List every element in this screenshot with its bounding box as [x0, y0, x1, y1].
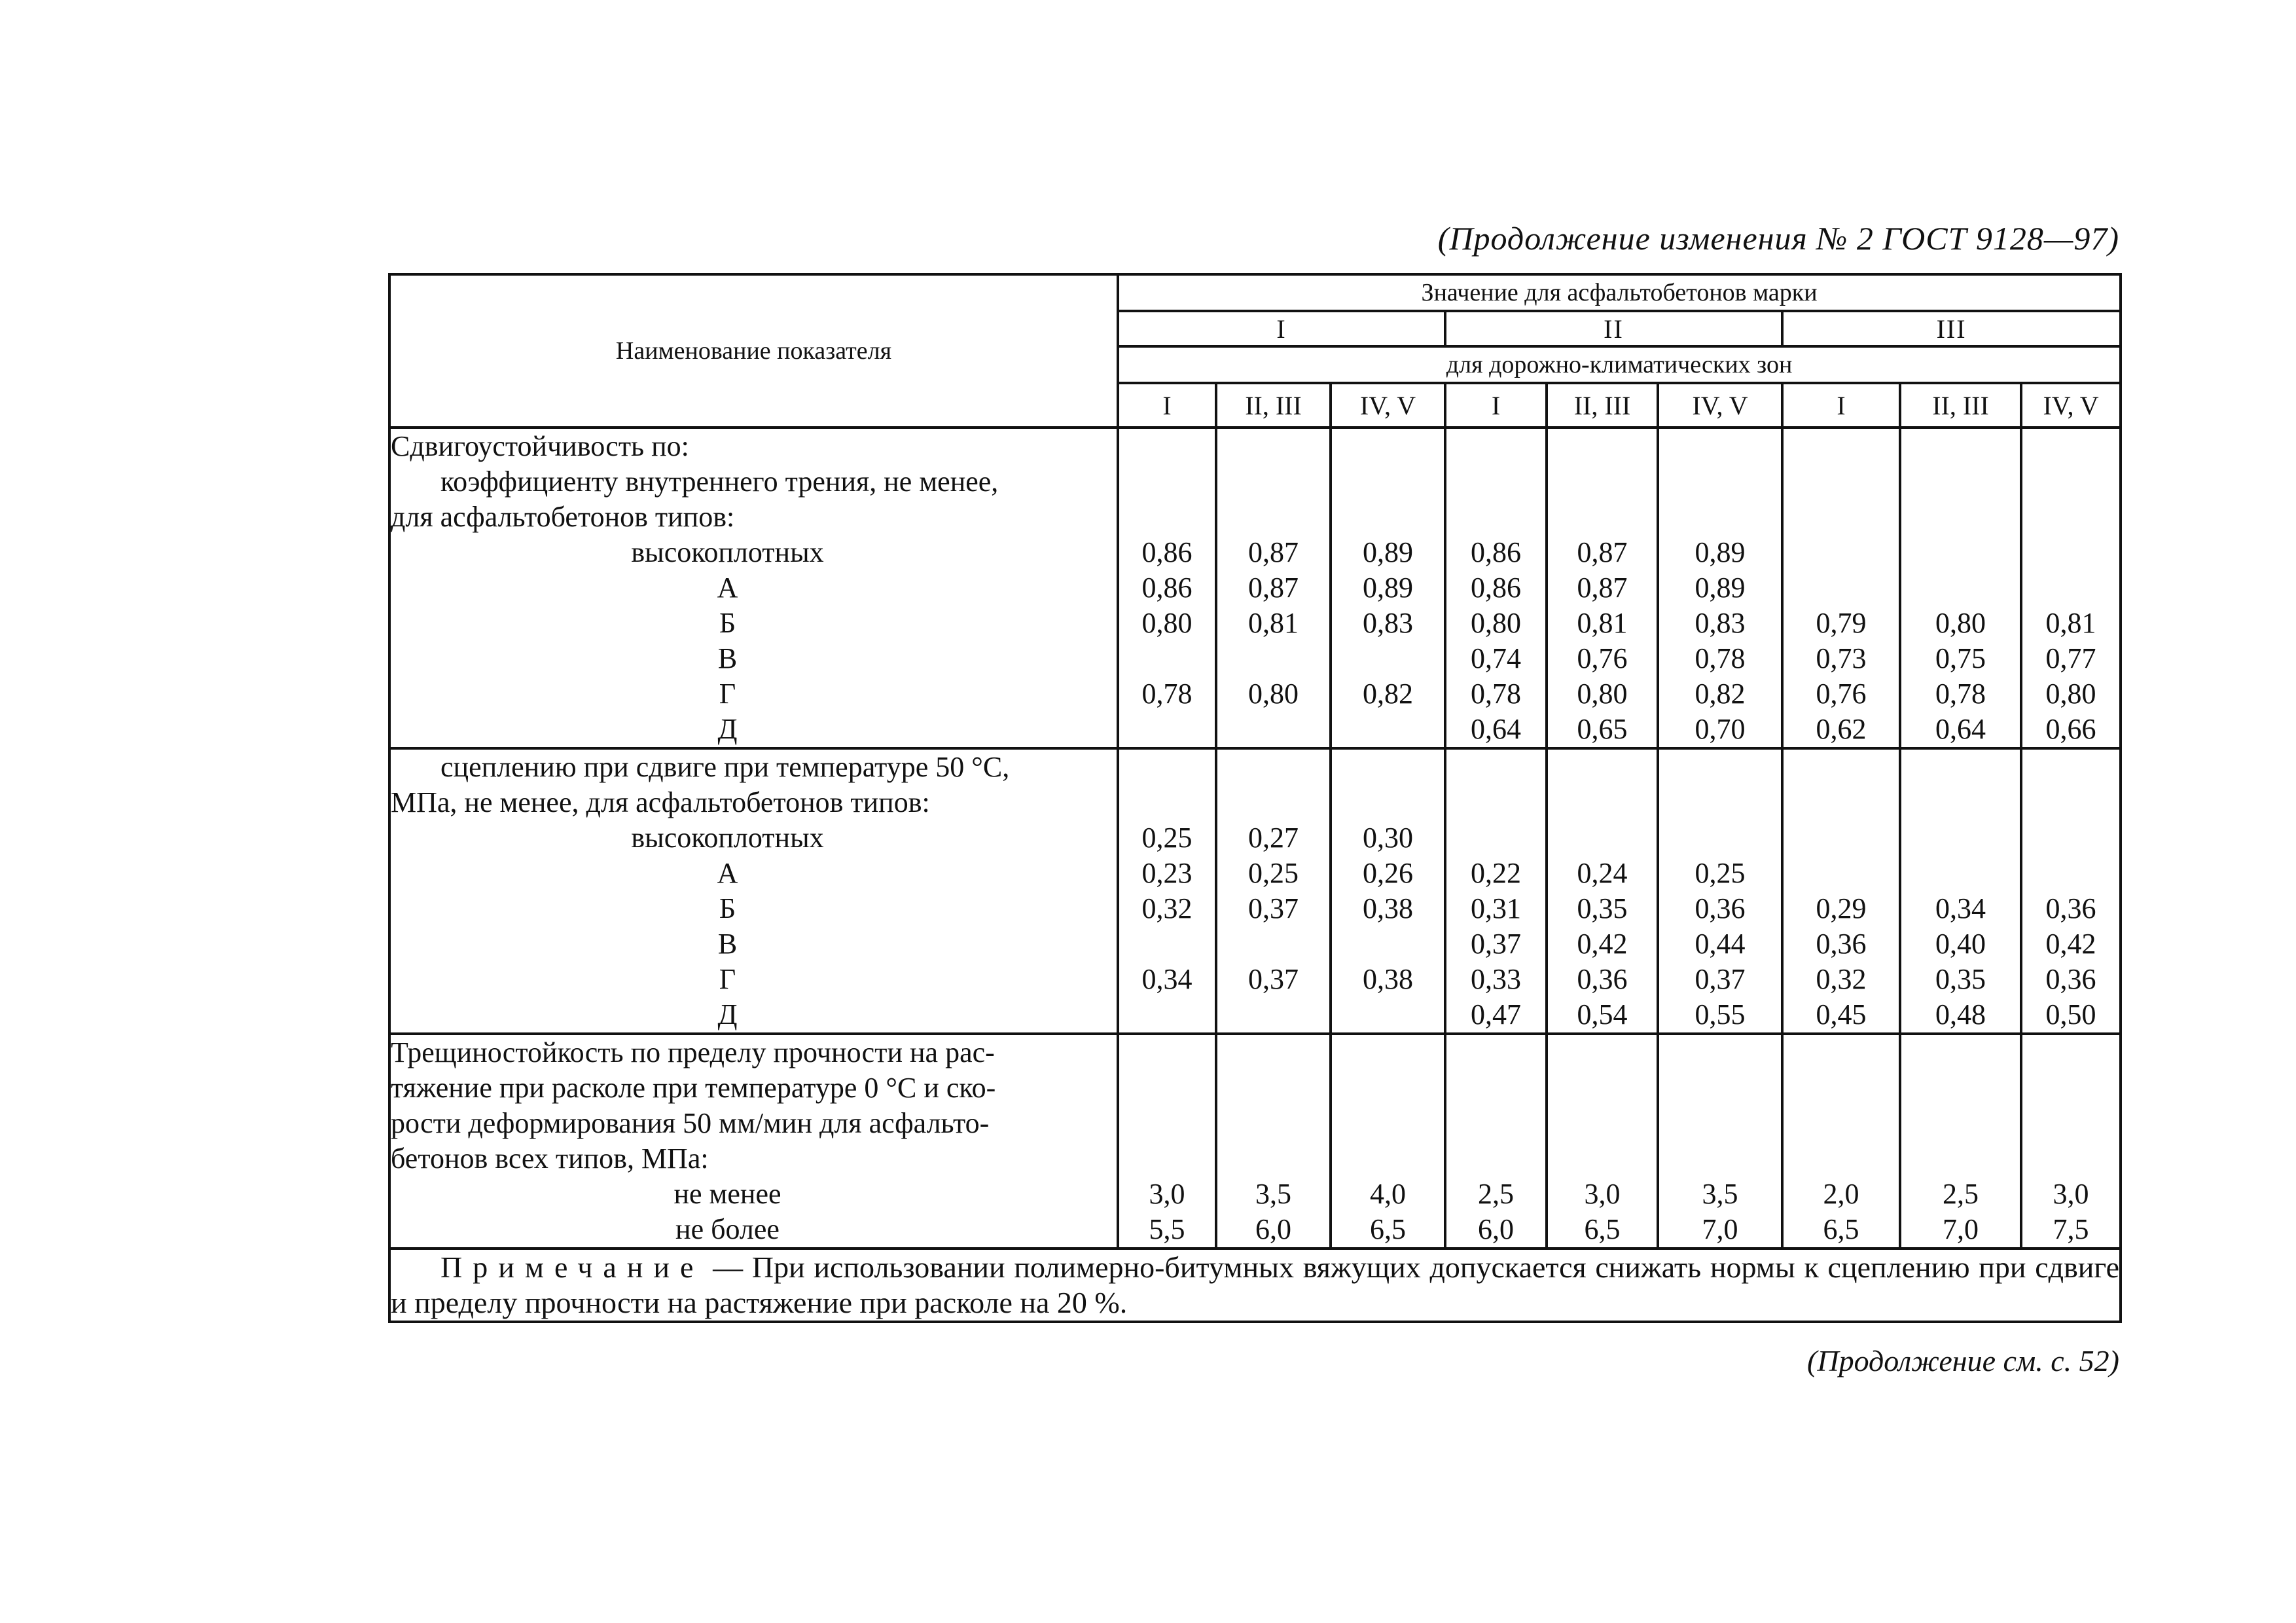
- blank-line: [1784, 500, 1899, 535]
- value-cell: 0,29: [1816, 892, 1867, 924]
- value-cell: 0,42: [2045, 928, 2096, 960]
- blank-line: [1548, 750, 1657, 785]
- section-name-cell: [389, 748, 1118, 1034]
- value-cell: [1446, 820, 1545, 856]
- blank-line: [1332, 1035, 1444, 1070]
- blank-line: [1784, 464, 1899, 500]
- zone-header: II, III: [1547, 383, 1658, 428]
- blank-line: [1217, 429, 1329, 464]
- value-cell: 0,86: [1471, 572, 1521, 604]
- value-cell: 0,83: [1363, 607, 1413, 639]
- blank-line: [1446, 1070, 1545, 1106]
- mark-header-1: I: [1118, 311, 1445, 346]
- value-cell: 6,5: [1823, 1213, 1859, 1245]
- value-column-cell: [1216, 1034, 1331, 1249]
- row-label: Г: [719, 963, 736, 995]
- blank-line: [1446, 1141, 1545, 1176]
- value-cell: 0,25: [1695, 857, 1746, 889]
- value-cell: 0,79: [1816, 607, 1867, 639]
- value-column-cell: [2021, 748, 2121, 1034]
- blank-line: [1901, 500, 2020, 535]
- value-cell: [1901, 820, 2020, 856]
- row-label: А: [717, 572, 738, 604]
- value-cell: 0,80: [1471, 607, 1521, 639]
- value-cell: 0,86: [1471, 536, 1521, 568]
- value-cell: [1784, 820, 1899, 856]
- blank-line: [1119, 1106, 1215, 1141]
- value-cell: 0,48: [1935, 998, 1986, 1030]
- value-cell: 0,64: [1935, 713, 1986, 745]
- row-label: высокоплотных: [631, 536, 824, 568]
- blank-line: [1217, 464, 1329, 500]
- mark-header-3: III: [1782, 311, 2121, 346]
- blank-line: [1901, 1070, 2020, 1106]
- value-cell: 7,5: [2053, 1213, 2089, 1245]
- value-column-cell: [1900, 748, 2021, 1034]
- value-column-cell: [1216, 428, 1331, 748]
- blank-line: [1217, 1141, 1329, 1176]
- value-cell: 5,5: [1149, 1213, 1185, 1245]
- blank-line: [1901, 1141, 2020, 1176]
- blank-line: [1217, 1070, 1329, 1106]
- blank-line: [2022, 429, 2119, 464]
- value-column-cell: [1216, 748, 1331, 1034]
- value-cell: 6,0: [1478, 1213, 1514, 1245]
- blank-line: [1659, 429, 1781, 464]
- value-column-cell: [1782, 1034, 1900, 1249]
- value-cell: 0,80: [1577, 678, 1628, 710]
- section-name-cell: [389, 428, 1118, 748]
- value-cell: [2022, 856, 2119, 891]
- value-cell: 0,82: [1695, 678, 1746, 710]
- value-cell: 0,22: [1471, 857, 1521, 889]
- value-cell: 0,36: [1577, 963, 1628, 995]
- blank-line: [1659, 785, 1781, 820]
- row-label: не менее: [673, 1178, 781, 1210]
- note-text: — При использовании полимерно-битумных вяжущих допускается снижать нормы к сцеплению при сдвиге и пределу прочности на растяжение при расколе на 20 %.: [391, 1250, 2120, 1319]
- blank-line: [2022, 1070, 2119, 1106]
- blank-line: [1446, 785, 1545, 820]
- value-cell: 0,75: [1935, 642, 1986, 674]
- blank-line: [1332, 750, 1444, 785]
- value-cell: 0,86: [1141, 572, 1193, 604]
- value-cell: 0,86: [1141, 536, 1193, 568]
- value-cell: 0,74: [1471, 642, 1521, 674]
- blank-line: [2022, 785, 2119, 820]
- value-cell: 0,50: [2045, 998, 2096, 1030]
- value-column-cell: [1445, 1034, 1547, 1249]
- row-label: В: [717, 928, 738, 960]
- value-cell: [2022, 535, 2119, 570]
- row-label: В: [717, 642, 738, 674]
- blank-line: [1901, 429, 2020, 464]
- blank-line: [1217, 785, 1329, 820]
- blank-line: [2022, 464, 2119, 500]
- value-column-cell: [1331, 748, 1445, 1034]
- blank-line: [1784, 1070, 1899, 1106]
- value-cell: 0,47: [1471, 998, 1521, 1030]
- zone-header: II, III: [1900, 383, 2021, 428]
- value-cell: [1217, 712, 1329, 747]
- section-intro-line: коэффициенту внутреннего трения, не менее,: [440, 465, 999, 498]
- value-cell: [2022, 820, 2119, 856]
- section-intro-line: сцеплению при сдвиге при температуре 50 °С,: [440, 751, 1010, 783]
- section-intro-line: тяжение при расколе при температуре 0 °С и ско-: [391, 1072, 996, 1104]
- blank-line: [1119, 1070, 1215, 1106]
- table-body: [389, 428, 2121, 1249]
- blank-line: [1659, 1070, 1781, 1106]
- value-cell: 0,78: [1935, 678, 1986, 710]
- value-cell: 0,87: [1248, 572, 1299, 604]
- blank-line: [1446, 1106, 1545, 1141]
- blank-line: [1119, 750, 1215, 785]
- zone-header: I: [1782, 383, 1900, 428]
- blank-line: [2022, 1035, 2119, 1070]
- value-cell: 0,81: [2045, 607, 2096, 639]
- section-row: [389, 748, 2121, 1034]
- value-cell: 0,87: [1248, 536, 1299, 568]
- value-cell: [1217, 997, 1329, 1032]
- value-cell: 0,78: [1695, 642, 1746, 674]
- section-row: [389, 1034, 2121, 1249]
- value-cell: 0,27: [1248, 822, 1299, 854]
- value-cell: 0,80: [2045, 678, 2096, 710]
- row-label: Д: [717, 713, 738, 745]
- blank-line: [1217, 1106, 1329, 1141]
- value-cell: 0,81: [1248, 607, 1299, 639]
- value-column-cell: [1445, 428, 1547, 748]
- value-cell: 6,0: [1255, 1213, 1291, 1245]
- blank-line: [1784, 1106, 1899, 1141]
- blank-line: [1784, 750, 1899, 785]
- row-label: Б: [719, 607, 736, 639]
- value-cell: 0,89: [1363, 572, 1413, 604]
- value-cell: 0,24: [1577, 857, 1628, 889]
- value-cell: 0,54: [1577, 998, 1628, 1030]
- value-cell: 0,32: [1141, 892, 1193, 924]
- blank-line: [1119, 500, 1215, 535]
- blank-line: [2022, 1106, 2119, 1141]
- value-cell: [1217, 926, 1329, 962]
- zone-header: IV, V: [1658, 383, 1782, 428]
- continuation-header: (Продолжение изменения № 2 ГОСТ 9128—97): [1437, 220, 2119, 257]
- value-cell: 0,76: [1577, 642, 1628, 674]
- value-cell: 0,65: [1577, 713, 1628, 745]
- value-cell: 4,0: [1370, 1178, 1406, 1210]
- value-cell: 7,0: [1943, 1213, 1979, 1245]
- row-label: Г: [719, 678, 736, 710]
- value-cell: 0,32: [1816, 963, 1867, 995]
- value-column-cell: [1547, 748, 1658, 1034]
- section-intro-line: бетонов всех типов, МПа:: [391, 1142, 709, 1175]
- value-cell: 3,5: [1702, 1178, 1738, 1210]
- blank-line: [1332, 464, 1444, 500]
- value-cell: 6,5: [1584, 1213, 1621, 1245]
- value-cell: [1901, 535, 2020, 570]
- section-intro-line: для асфальтобетонов типов:: [391, 501, 735, 533]
- value-cell: 0,44: [1695, 928, 1746, 960]
- value-cell: [1119, 641, 1215, 676]
- value-cell: 0,36: [2045, 892, 2096, 924]
- table-header: [389, 274, 2121, 428]
- blank-line: [1119, 1035, 1215, 1070]
- section-row: [389, 428, 2121, 748]
- zone-header: II, III: [1216, 383, 1331, 428]
- value-cell: 0,76: [1816, 678, 1867, 710]
- section-name-cell: [389, 1034, 1118, 1249]
- value-cell: 0,37: [1248, 963, 1299, 995]
- blank-line: [1901, 785, 2020, 820]
- row-label: Д: [717, 998, 738, 1030]
- value-cell: 0,89: [1695, 572, 1746, 604]
- value-column-cell: [1782, 748, 1900, 1034]
- value-cell: 0,36: [1816, 928, 1867, 960]
- section-intro-line: Сдвигоустойчивость по:: [391, 430, 689, 462]
- value-column-cell: [1331, 1034, 1445, 1249]
- table-note: [389, 1249, 2121, 1322]
- blank-line: [2022, 1141, 2119, 1176]
- blank-line: [1901, 1106, 2020, 1141]
- value-cell: 0,36: [2045, 963, 2096, 995]
- blank-line: [1659, 1141, 1781, 1176]
- value-cell: 0,38: [1363, 963, 1413, 995]
- blank-line: [1659, 1035, 1781, 1070]
- value-column-cell: [1658, 428, 1782, 748]
- value-cell: 0,73: [1816, 642, 1867, 674]
- value-cell: 0,33: [1471, 963, 1521, 995]
- value-cell: 0,30: [1363, 822, 1413, 854]
- blank-line: [1446, 500, 1545, 535]
- value-cell: 0,89: [1695, 536, 1746, 568]
- value-cell: 0,62: [1816, 713, 1867, 745]
- blank-line: [1901, 750, 2020, 785]
- value-cell: 0,80: [1935, 607, 1986, 639]
- value-cell: 0,80: [1248, 678, 1299, 710]
- value-column-cell: [1118, 428, 1216, 748]
- value-cell: [1332, 712, 1444, 747]
- section-intro-line: рости деформирования 50 мм/мин для асфальто-: [391, 1107, 990, 1139]
- blank-line: [1119, 1141, 1215, 1176]
- blank-line: [1217, 750, 1329, 785]
- value-column-cell: [2021, 1034, 2121, 1249]
- zone-header: I: [1118, 383, 1216, 428]
- value-cell: 2,5: [1943, 1178, 1979, 1210]
- value-column-cell: [1782, 428, 1900, 748]
- value-cell: 0,37: [1248, 892, 1299, 924]
- zones-header: для дорожно-климатических зон: [1118, 346, 2121, 383]
- value-cell: [1784, 570, 1899, 606]
- value-cell: 0,35: [1577, 892, 1628, 924]
- value-cell: 0,78: [1471, 678, 1521, 710]
- value-cell: 7,0: [1702, 1213, 1738, 1245]
- zone-header: IV, V: [2021, 383, 2121, 428]
- value-column-cell: [2021, 428, 2121, 748]
- blank-line: [2022, 750, 2119, 785]
- value-cell: 0,77: [2045, 642, 2096, 674]
- value-cell: 0,36: [1695, 892, 1746, 924]
- blank-line: [1332, 429, 1444, 464]
- blank-line: [1446, 464, 1545, 500]
- value-cell: 3,5: [1255, 1178, 1291, 1210]
- blank-line: [1784, 785, 1899, 820]
- value-cell: 0,37: [1471, 928, 1521, 960]
- blank-line: [1332, 1070, 1444, 1106]
- value-cell: [1784, 535, 1899, 570]
- row-label: не более: [675, 1213, 780, 1245]
- blank-line: [1119, 464, 1215, 500]
- value-column-cell: [1658, 1034, 1782, 1249]
- blank-line: [1784, 429, 1899, 464]
- value-cell: 0,80: [1141, 607, 1193, 639]
- blank-line: [1659, 750, 1781, 785]
- value-cell: 0,87: [1577, 536, 1628, 568]
- section-intro-line: Трещиностойкость по пределу прочности на рас-: [391, 1036, 995, 1068]
- blank-line: [1548, 1141, 1657, 1176]
- blank-line: [1548, 429, 1657, 464]
- blank-line: [1548, 1035, 1657, 1070]
- value-cell: 0,66: [2045, 713, 2096, 745]
- blank-line: [1332, 1141, 1444, 1176]
- blank-line: [1784, 1035, 1899, 1070]
- mark-header-2: II: [1445, 311, 1782, 346]
- value-cell: 2,0: [1823, 1178, 1859, 1210]
- blank-line: [1446, 750, 1545, 785]
- row-label: Б: [719, 892, 736, 924]
- value-cell: [1119, 712, 1215, 747]
- value-cell: 0,34: [1141, 963, 1193, 995]
- value-cell: 3,0: [1149, 1178, 1185, 1210]
- value-cell: 0,55: [1695, 998, 1746, 1030]
- blank-line: [1332, 785, 1444, 820]
- blank-line: [1548, 785, 1657, 820]
- value-column-cell: [1658, 748, 1782, 1034]
- value-cell: 0,25: [1141, 822, 1193, 854]
- value-column-cell: [1900, 428, 2021, 748]
- blank-line: [1446, 429, 1545, 464]
- blank-line: [1901, 464, 2020, 500]
- blank-line: [1548, 1070, 1657, 1106]
- value-cell: 0,81: [1577, 607, 1628, 639]
- value-cell: 0,42: [1577, 928, 1628, 960]
- value-cell: 0,34: [1935, 892, 1986, 924]
- zone-header: I: [1445, 383, 1547, 428]
- value-column-cell: [1118, 748, 1216, 1034]
- blank-line: [1548, 500, 1657, 535]
- blank-line: [1332, 500, 1444, 535]
- value-cell: [1217, 641, 1329, 676]
- value-column-cell: [1547, 1034, 1658, 1249]
- value-header: Значение для асфальтобетонов марки: [1118, 274, 2121, 311]
- value-cell: 0,78: [1141, 678, 1193, 710]
- zone-header: IV, V: [1331, 383, 1445, 428]
- blank-line: [1659, 1106, 1781, 1141]
- value-cell: [1901, 856, 2020, 891]
- blank-line: [2022, 500, 2119, 535]
- value-cell: 0,83: [1695, 607, 1746, 639]
- section-intro-line: МПа, не менее, для асфальтобетонов типов:: [391, 786, 930, 818]
- blank-line: [1119, 785, 1215, 820]
- value-cell: [1332, 997, 1444, 1032]
- row-label: А: [717, 857, 738, 889]
- value-cell: 0,23: [1141, 857, 1193, 889]
- properties-table: [388, 273, 2122, 1323]
- value-cell: [1901, 570, 2020, 606]
- value-cell: [1332, 641, 1444, 676]
- blank-line: [1217, 1035, 1329, 1070]
- value-cell: 2,5: [1478, 1178, 1514, 1210]
- value-cell: 0,89: [1363, 536, 1413, 568]
- value-cell: 0,45: [1816, 998, 1867, 1030]
- indicator-name-header: Наименование показателя: [389, 274, 1118, 428]
- value-cell: 0,82: [1363, 678, 1413, 710]
- value-cell: 0,37: [1695, 963, 1746, 995]
- value-cell: 0,38: [1363, 892, 1413, 924]
- blank-line: [1659, 500, 1781, 535]
- blank-line: [1217, 500, 1329, 535]
- value-cell: 6,5: [1370, 1213, 1406, 1245]
- value-cell: [1659, 820, 1781, 856]
- blank-line: [1659, 464, 1781, 500]
- value-cell: 3,0: [1584, 1178, 1621, 1210]
- value-column-cell: [1900, 1034, 2021, 1249]
- continuation-footer: (Продолжение см. с. 52): [1807, 1344, 2119, 1377]
- value-column-cell: [1445, 748, 1547, 1034]
- value-cell: [1119, 926, 1215, 962]
- value-cell: 0,70: [1695, 713, 1746, 745]
- value-cell: [2022, 570, 2119, 606]
- note-lead: Примечание: [440, 1250, 704, 1284]
- value-cell: [1332, 926, 1444, 962]
- value-column-cell: [1118, 1034, 1216, 1249]
- value-cell: 0,40: [1935, 928, 1986, 960]
- blank-line: [1901, 1035, 2020, 1070]
- value-cell: [1119, 997, 1215, 1032]
- value-cell: 0,64: [1471, 713, 1521, 745]
- value-cell: 0,31: [1471, 892, 1521, 924]
- row-label: высокоплотных: [631, 822, 824, 854]
- value-cell: 0,26: [1363, 857, 1413, 889]
- value-column-cell: [1331, 428, 1445, 748]
- value-cell: 0,87: [1577, 572, 1628, 604]
- blank-line: [1548, 1106, 1657, 1141]
- blank-line: [1784, 1141, 1899, 1176]
- blank-line: [1446, 1035, 1545, 1070]
- blank-line: [1548, 464, 1657, 500]
- value-cell: [1784, 856, 1899, 891]
- value-cell: 3,0: [2053, 1178, 2089, 1210]
- blank-line: [1119, 429, 1215, 464]
- value-cell: 0,35: [1935, 963, 1986, 995]
- value-cell: 0,25: [1248, 857, 1299, 889]
- blank-line: [1332, 1106, 1444, 1141]
- value-column-cell: [1547, 428, 1658, 748]
- value-cell: [1548, 820, 1657, 856]
